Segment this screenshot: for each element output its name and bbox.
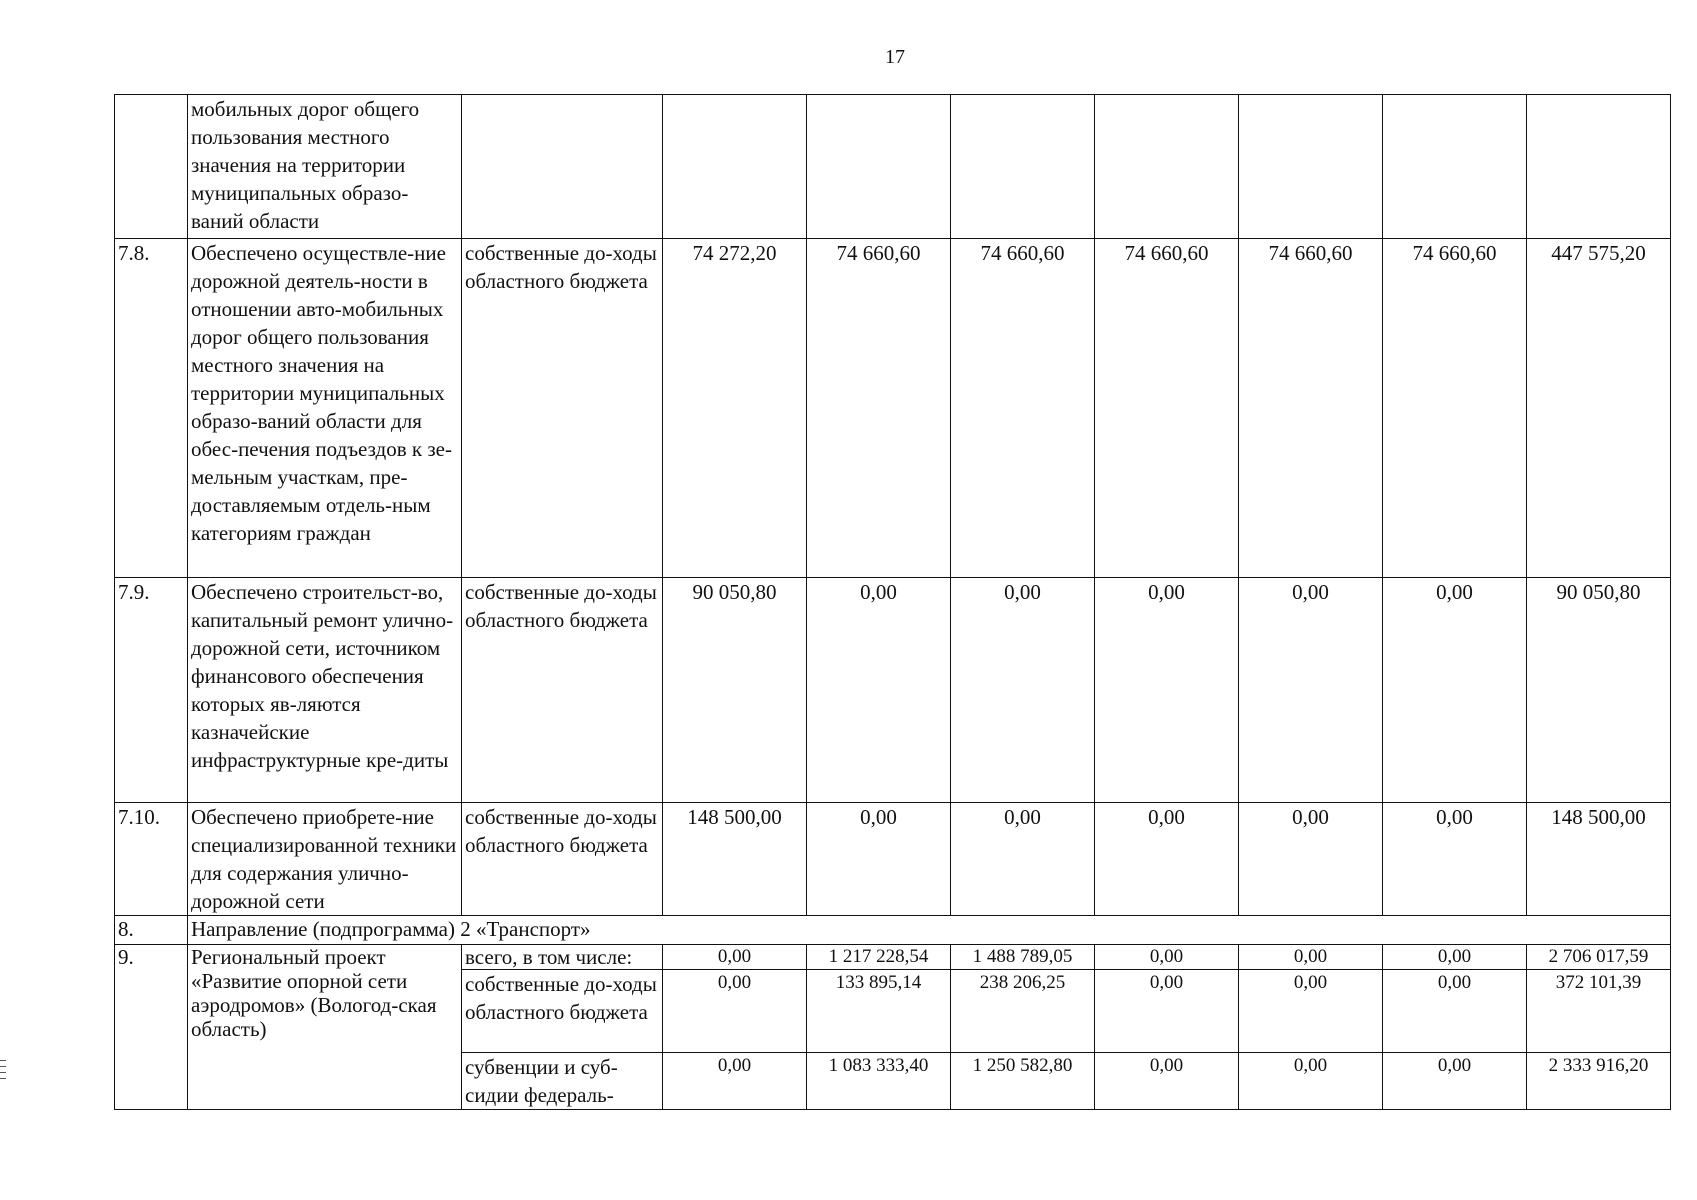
row-index: 9. [115, 945, 188, 1110]
row-source [462, 95, 663, 239]
value-cell: 74 660,60 [1095, 239, 1239, 578]
value-cell: 0,00 [1095, 945, 1239, 970]
value-cell: 74 660,60 [951, 239, 1095, 578]
value-cell: 1 488 789,05 [951, 945, 1095, 970]
value-cell: 0,00 [1239, 970, 1383, 1053]
value-cell: 74 660,60 [807, 239, 951, 578]
section-title: Направление (подпрограмма) 2 «Транспорт» [188, 916, 1671, 945]
value-cell: 0,00 [1239, 803, 1383, 916]
row-source: субвенции и суб-сидии федераль- [462, 1053, 663, 1110]
row-source: собственные до-ходы областного бюджета [462, 970, 663, 1053]
value-cell: 0,00 [663, 970, 807, 1053]
section-index: 8. [115, 916, 188, 945]
row-name: Региональный проект «Развитие опорной сети аэродромов» (Вологод-ская область) [188, 945, 462, 1110]
value-cell: 372 101,39 [1527, 970, 1671, 1053]
row-index: 7.8. [115, 239, 188, 578]
value-cell: 0,00 [663, 945, 807, 970]
value-cell: 0,00 [807, 803, 951, 916]
value-cell: 148 500,00 [1527, 803, 1671, 916]
row-source: собственные до-ходы областного бюджета [462, 803, 663, 916]
value-cell: 0,00 [1095, 1053, 1239, 1110]
value-cell: 0,00 [1383, 803, 1527, 916]
value-cell: 74 272,20 [663, 239, 807, 578]
margin-marks [0, 1060, 6, 1084]
value-cell: 1 250 582,80 [951, 1053, 1095, 1110]
value-cell: 1 083 333,40 [807, 1053, 951, 1110]
value-cell [1239, 95, 1383, 239]
table-row [115, 239, 1671, 578]
value-cell: 0,00 [807, 578, 951, 803]
value-cell: 1 217 228,54 [807, 945, 951, 970]
value-cell [1095, 95, 1239, 239]
value-cell: 0,00 [1239, 1053, 1383, 1110]
value-cell: 0,00 [951, 803, 1095, 916]
table-row [115, 945, 1671, 970]
budget-table [114, 94, 1671, 1110]
value-cell [951, 95, 1095, 239]
value-cell: 2 706 017,59 [1527, 945, 1671, 970]
value-cell: 90 050,80 [663, 578, 807, 803]
row-index: 7.9. [115, 578, 188, 803]
value-cell: 74 660,60 [1383, 239, 1527, 578]
value-cell: 0,00 [1383, 578, 1527, 803]
value-cell: 0,00 [1095, 970, 1239, 1053]
value-cell: 447 575,20 [1527, 239, 1671, 578]
row-name: мобильных дорог общего пользования местного значения на территории муниципальных образо-ваний области [188, 95, 462, 239]
value-cell [1383, 95, 1527, 239]
row-name: Обеспечено приобрете-ние специализированной техники для содержания улично-дорожной сети [188, 803, 462, 916]
page-number: 17 [885, 46, 905, 68]
table-row [115, 578, 1671, 803]
value-cell: 0,00 [1383, 970, 1527, 1053]
value-cell: 0,00 [1383, 1053, 1527, 1110]
value-cell: 2 333 916,20 [1527, 1053, 1671, 1110]
section-row [115, 916, 1671, 945]
value-cell: 0,00 [1383, 945, 1527, 970]
row-name: Обеспечено осуществле-ние дорожной деятель-ности в отношении авто-мобильных дорог общего пользования местного значения на территории муниципальных образо-ваний области для обес-печения подъездов к зе-мельным участкам, пре-доставляемым отдель-ным категориям граждан [188, 239, 462, 578]
value-cell: 148 500,00 [663, 803, 807, 916]
row-index [115, 95, 188, 239]
value-cell: 0,00 [1095, 803, 1239, 916]
value-cell: 133 895,14 [807, 970, 951, 1053]
value-cell [663, 95, 807, 239]
value-cell: 0,00 [663, 1053, 807, 1110]
table-row [115, 803, 1671, 916]
row-source: всего, в том числе: [462, 945, 663, 970]
value-cell: 90 050,80 [1527, 578, 1671, 803]
value-cell [1527, 95, 1671, 239]
value-cell: 0,00 [1095, 578, 1239, 803]
value-cell: 74 660,60 [1239, 239, 1383, 578]
row-source: собственные до-ходы областного бюджета [462, 239, 663, 578]
value-cell: 0,00 [1239, 945, 1383, 970]
value-cell: 238 206,25 [951, 970, 1095, 1053]
row-source: собственные до-ходы областного бюджета [462, 578, 663, 803]
value-cell: 0,00 [951, 578, 1095, 803]
row-name: Обеспечено строительст-во, капитальный ремонт улично-дорожной сети, источником финансового обеспечения которых яв-ляются казначейские инфраструктурные кре-диты [188, 578, 462, 803]
value-cell: 0,00 [1239, 578, 1383, 803]
table-row [115, 95, 1671, 239]
row-index: 7.10. [115, 803, 188, 916]
value-cell [807, 95, 951, 239]
